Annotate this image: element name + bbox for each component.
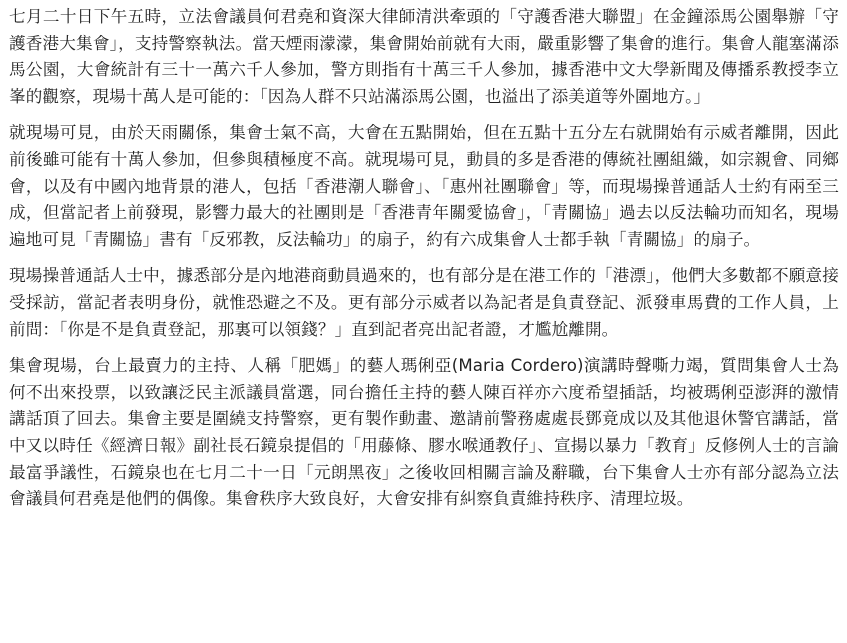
- paragraph-rally-overview: 七月二十日下午五時，立法會議員何君堯和資深大律師清洪牽頭的「守護香港大聯盟」在金鐘添馬公園舉辦「守護香港大集會」，支持警察執法。當天煙雨濛濛，集會開始前就有大雨，嚴重影響了集會的進行。集會人龍塞滿添馬公園，大會統計有三十一萬六千人參加，警方則指有十萬三千人參加，據香港中文大學新聞及傳播系教授李立峯的觀察，現場十萬人是可能的：「因為人群不只站滿添馬公園，也溢出了添美道等外圍地方。」: [9, 7, 839, 106]
- paragraph-mandarin-speakers: 現場操普通話人士中，據悉部分是內地港商動員過來的，也有部分是在港工作的「港漂」，他們大多數都不願意接受採訪，當記者表明身份，就惟恐避之不及。更有部分示威者以為記者是負責登記、派發車馬費的工作人員，上前問：「你是不是負責登記，那裏可以領錢？」直到記者亮出記者證，才尷尬離開。: [9, 266, 839, 339]
- paragraph-attendance-groups: 就現場可見，由於天雨關係，集會士氣不高，大會在五點開始，但在五點十五分左右就開始有示威者離開，因此前後雖可能有十萬人參加，但參與積極度不高。就現場可見，動員的多是香港的傳統社團組織，如宗親會、同鄉會，以及有中國內地背景的港人，包括「香港潮人聯會」、「惠州社團聯會」等，而現場操普通話人士約有兩至三成，但當記者上前發現，影響力最大的社團則是「香港青年關愛協會」，「青關協」過去以反法輪功而知名，現場遍地可見「青關協」書有「反邪教，反法輪功」的扇子，約有六成集會人士都手執「青關協」的扇子。: [9, 123, 839, 249]
- paragraph-stage-speeches: 集會現場，台上最賣力的主持、人稱「肥媽」的藝人瑪俐亞(Maria Cordero)演講時聲嘶力竭，質問集會人士為何不出來投票，以致讓泛民主派議員當選，同台擔任主持的藝人陳百祥亦六度希望插話，均被瑪俐亞澎湃的激情講話頂了回去。集會主要是圍繞支持警察，更有製作動畫、邀請前警務處處長鄧竟成以及其他退休警官講話，當中又以時任《經濟日報》副社長石鏡泉提倡的「用藤條、膠水喉通教仔」、宣揚以暴力「教育」反修例人士的言論最富爭議性，石鏡泉也在七月二十一日「元朗黑夜」之後收回相關言論及辭職，台下集會人士亦有部分認為立法會議員何君堯是他們的偶像。集會秩序大致良好，大會安排有糾察負責維持秩序、清理垃圾。: [9, 356, 839, 509]
- article-body: [9, 0, 839, 523]
